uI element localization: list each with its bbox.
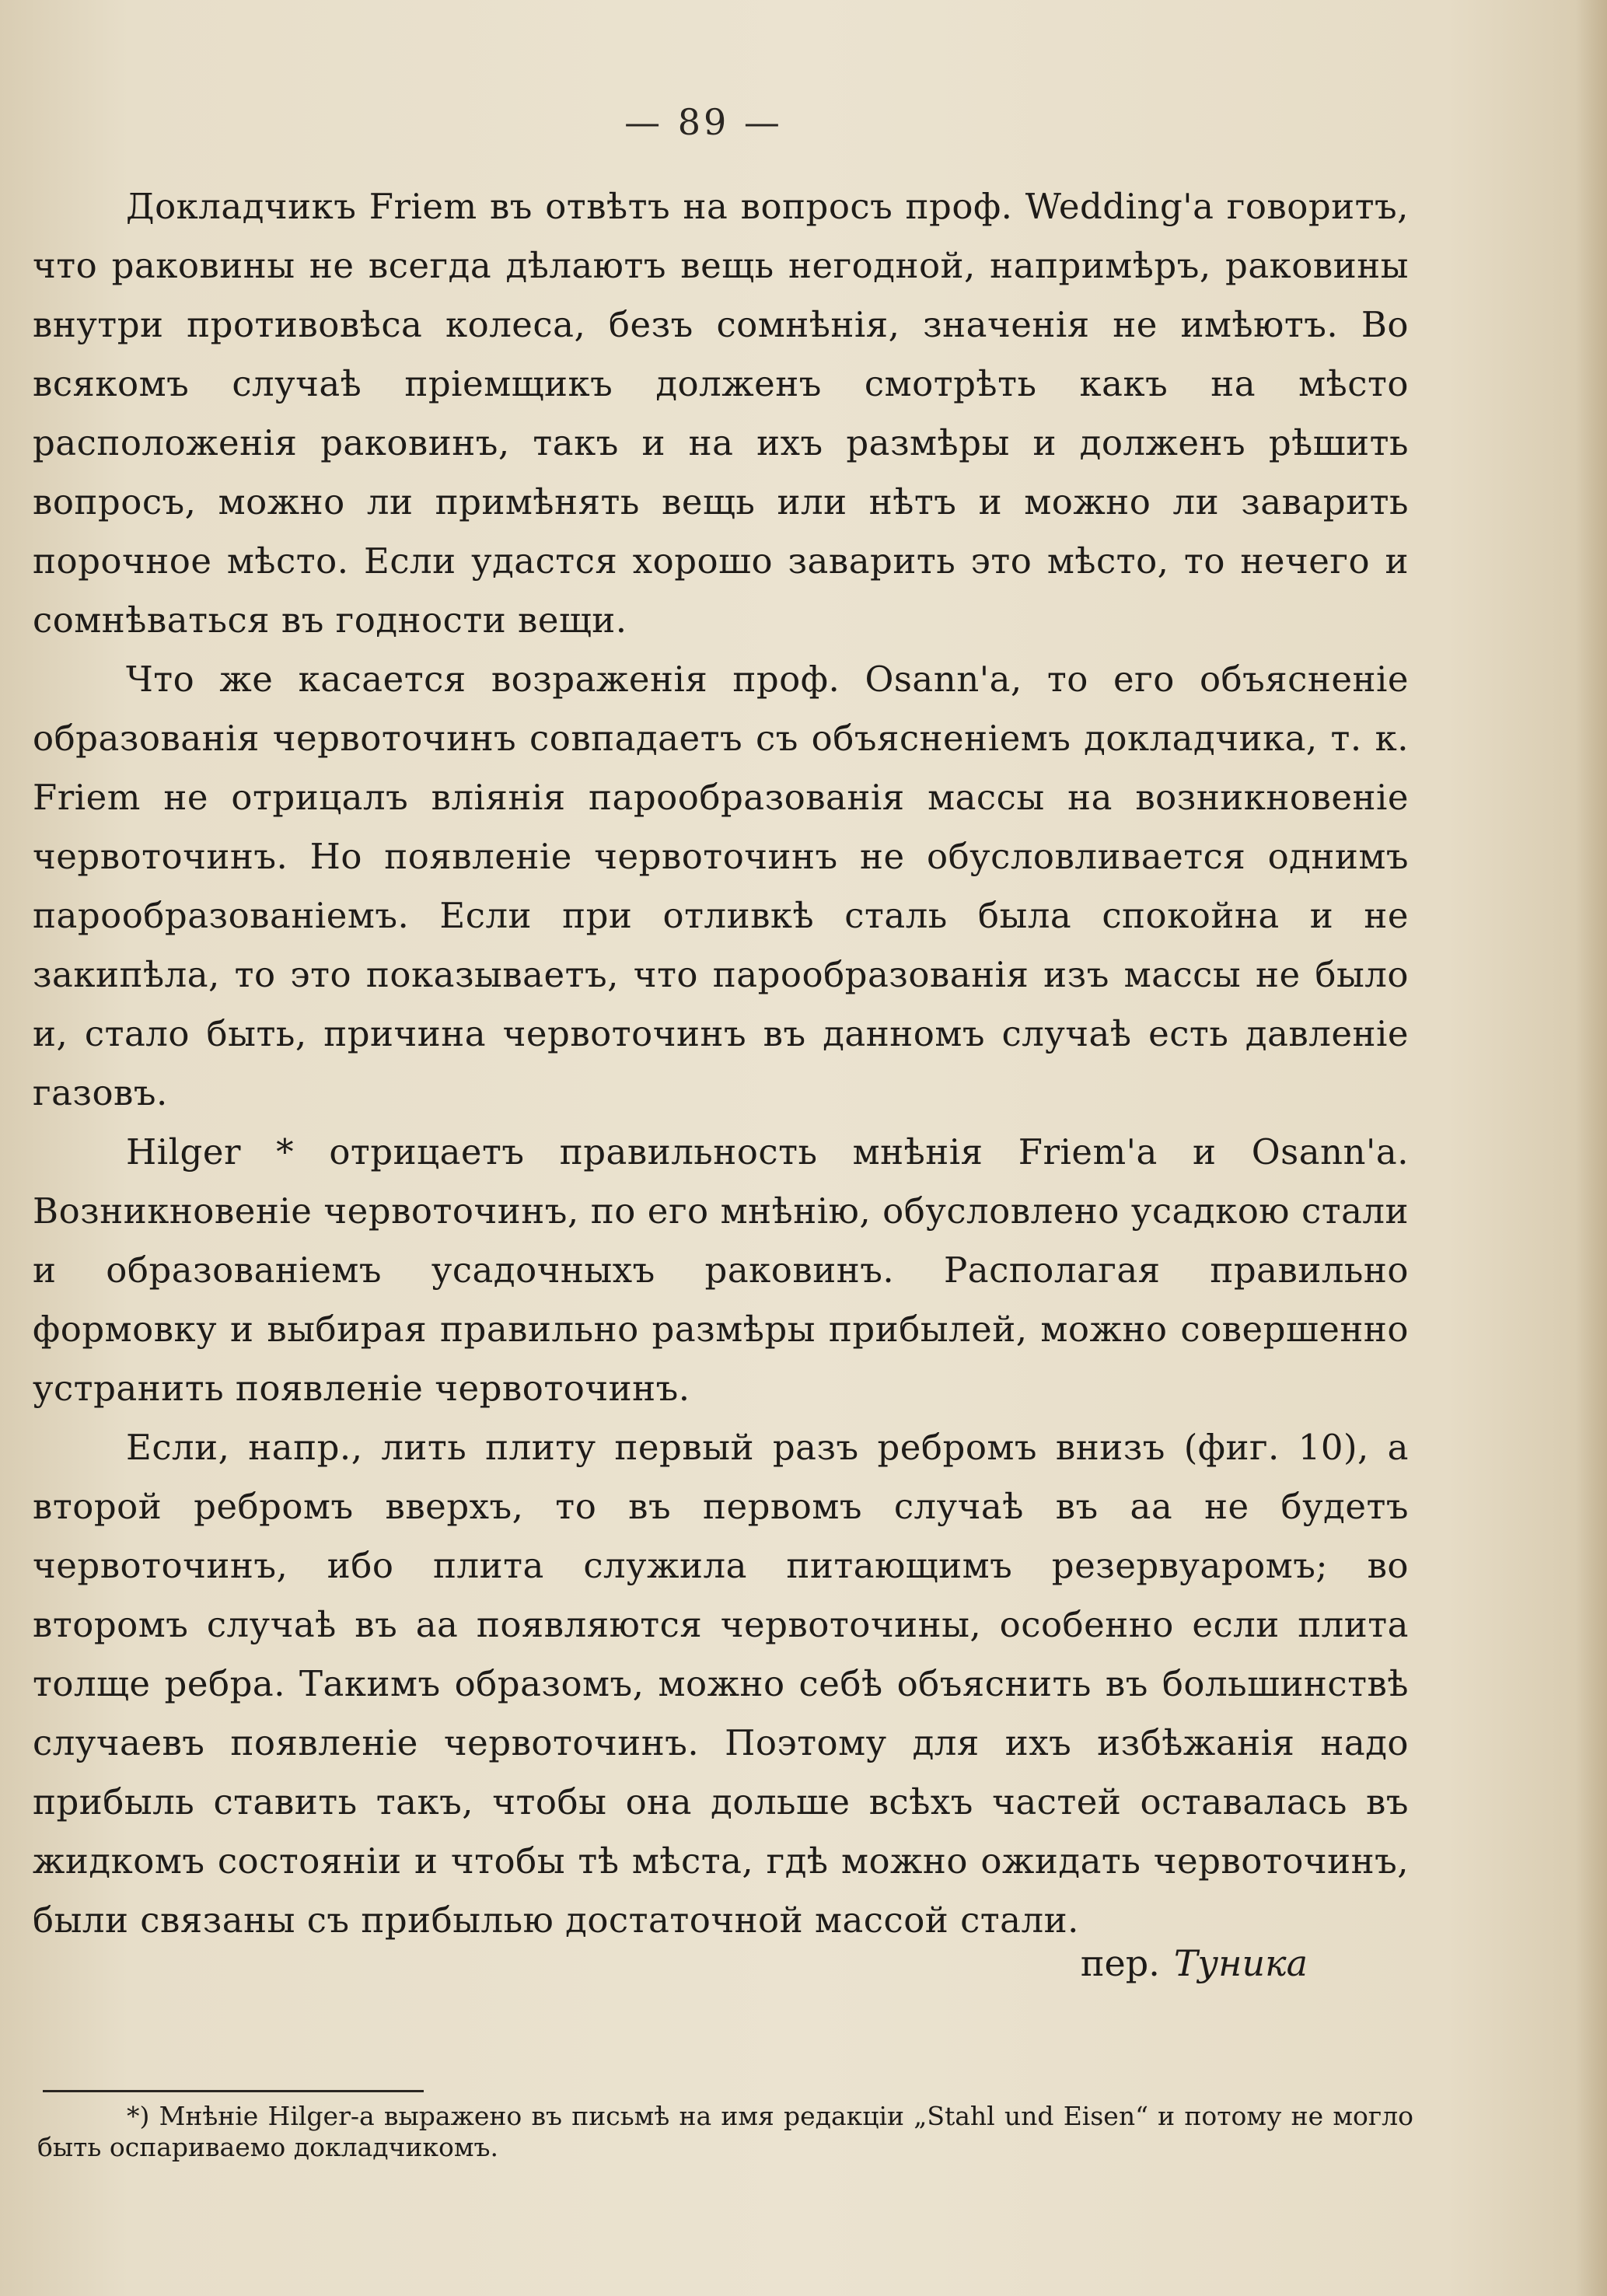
footnote-divider [43, 2090, 424, 2092]
translator-name: Туника [1173, 1942, 1308, 1984]
paragraph-1: Докладчикъ Friem въ отвѣтъ на вопросъ проф. Wedding'а говоритъ, что раковины не всегда дѣлаютъ вещь негодной, напримѣръ, раковины внутри противовѣса колеса, безъ сомнѣнія, значенія не имѣютъ. Во всякомъ случаѣ пріемщикъ долженъ смотрѣть какъ на мѣсто расположенія раковинъ, такъ и на ихъ размѣры и долженъ рѣшить вопросъ, можно ли примѣнять вещь или нѣтъ и можно ли заварить порочное мѣсто. Если удастся хорошо заварить это мѣсто, то нечего и сомнѣваться въ годности вещи. [33, 186, 1409, 641]
page-edge-shadow [1576, 0, 1607, 2296]
footnote: *) Мнѣніе Hilger-а выражено въ письмѣ на имя редакціи „Stahl und Eisen“ и потому не могло быть оспариваемо докладчикомъ. [37, 2101, 1413, 2162]
page-number: — 89 — [624, 101, 783, 143]
paragraph-4: Если, напр., лить плиту первый разъ ребромъ внизъ (фиг. 10), а второй ребромъ вверхъ, то въ первомъ случаѣ въ аа не будетъ червоточинъ, ибо плита служила питающимъ резервуаромъ; во второмъ случаѣ въ аа появляются червоточины, особенно если плита толще ребра. Такимъ образомъ, можно себѣ объяснить въ большинствѣ случаевъ появленіе червоточинъ. Поэтому для ихъ избѣжанія надо прибыль ставить такъ, чтобы она дольше всѣхъ частей оставалась въ жидкомъ состояніи и чтобы тѣ мѣста, гдѣ можно ожидать червоточинъ, были связаны съ прибылью достаточной массой стали. [33, 1427, 1409, 1941]
paragraph-3: Hilger * отрицаетъ правильность мнѣнія Friem'а и Osann'а. Возникновеніе червоточинъ, по его мнѣнію, обусловлено усадкою стали и образованіемъ усадочныхъ раковинъ. Располагая правильно формовку и выбирая правильно размѣры прибылей, можно совершенно устранить появленіе червоточинъ. [33, 1131, 1409, 1409]
body-text [33, 177, 1409, 1950]
signature-prefix: пер. [1080, 1942, 1160, 1984]
translator-signature [1081, 1936, 1308, 1990]
paragraph-2: Что же касается возраженія проф. Osann'а, то его объясненіе образованія червоточинъ совпадаетъ съ объясненіемъ докладчика, т. к. Friem не отрицалъ вліянія парообразованія массы на возникновеніе червоточинъ. Но появленіе червоточинъ не обусловливается однимъ парообразованіемъ. Если при отливкѣ сталь была спокойна и не закипѣла, то это показываетъ, что парообразованія изъ массы не было и, стало быть, причина червоточинъ въ данномъ случаѣ есть давленіе газовъ. [33, 659, 1409, 1113]
